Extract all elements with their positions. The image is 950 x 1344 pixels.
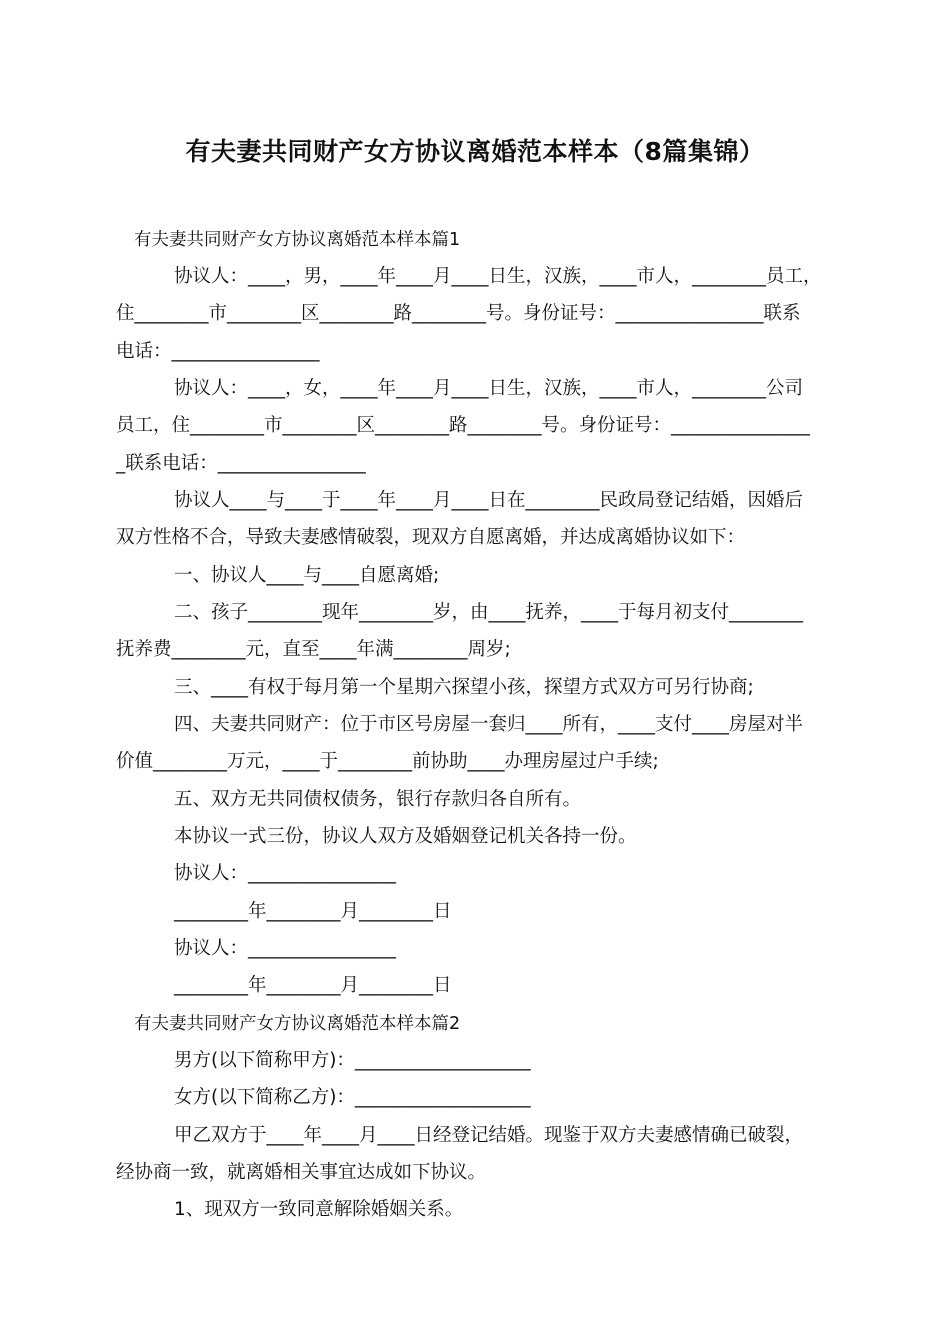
paragraph-line: 协议人：____，女，____年____月____日生，汉族，____市人，________公司 <box>174 378 804 399</box>
paragraph-line: 双方性格不合，导致夫妻感情破裂，现双方自愿离婚，并达成离婚协议如下： <box>116 527 746 548</box>
paragraph-line: 员工，住________市________区________路________号。身份证号：_______________ <box>116 415 810 436</box>
signature-line: 协议人：________________ <box>174 938 397 959</box>
clause-4: 四、夫妻共同财产：位于市区号房屋一套归____所有，____支付____房屋对半 <box>174 714 804 735</box>
clause-5: 五、双方无共同债权债务，银行存款归各自所有。 <box>174 789 582 810</box>
clause-3: 三、____有权于每月第一个星期六探望小孩，探望方式双方可另行协商; <box>174 677 754 698</box>
clause-1: 1、现双方一致同意解除婚姻关系。 <box>174 1199 464 1220</box>
date-line: ________年________月________日 <box>174 975 452 996</box>
paragraph-line: 协议人：____，男，____年____月____日生，汉族，____市人，________员工， <box>174 266 822 287</box>
date-line: ________年________月________日 <box>174 901 452 922</box>
paragraph-line: 住________市________区________路________号。身份证号：________________联系 <box>116 303 801 324</box>
party-line: 女方(以下简称乙方)：___________________ <box>174 1087 531 1108</box>
paragraph-line: 经协商一致，就离婚相关事宜达成如下协议。 <box>116 1162 487 1183</box>
paragraph-line: 电话：________________ <box>116 341 320 362</box>
paragraph-line: 甲乙双方于____年____月____日经登记结婚。现鉴于双方夫妻感情确已破裂， <box>174 1125 804 1146</box>
section-2-heading: 有夫妻共同财产女方协议离婚范本样本篇2 <box>134 1014 461 1034</box>
paragraph-line: 本协议一式三份，协议人双方及婚姻登记机关各持一份。 <box>174 826 637 847</box>
clause-1: 一、协议人____与____自愿离婚; <box>174 565 440 586</box>
clause-2: 二、孩子________现年________岁，由____抚养，____于每月初支付________ <box>174 602 804 623</box>
paragraph-line: 抚养费________元，直至____年满________周岁; <box>116 639 511 660</box>
signature-line: 协议人：________________ <box>174 863 397 884</box>
document-title: 有夫妻共同财产女方协议离婚范本样本（8篇集锦） <box>185 137 765 166</box>
section-1-heading: 有夫妻共同财产女方协议离婚范本样本篇1 <box>134 230 461 250</box>
paragraph-line: _联系电话：________________ <box>116 453 366 474</box>
paragraph-line: 价值________万元，____于________前协助____办理房屋过户手续; <box>116 751 659 772</box>
party-line: 男方(以下简称甲方)：___________________ <box>174 1050 531 1071</box>
paragraph-line: 协议人____与____于____年____月____日在________民政局登记结婚，因婚后 <box>174 490 804 511</box>
